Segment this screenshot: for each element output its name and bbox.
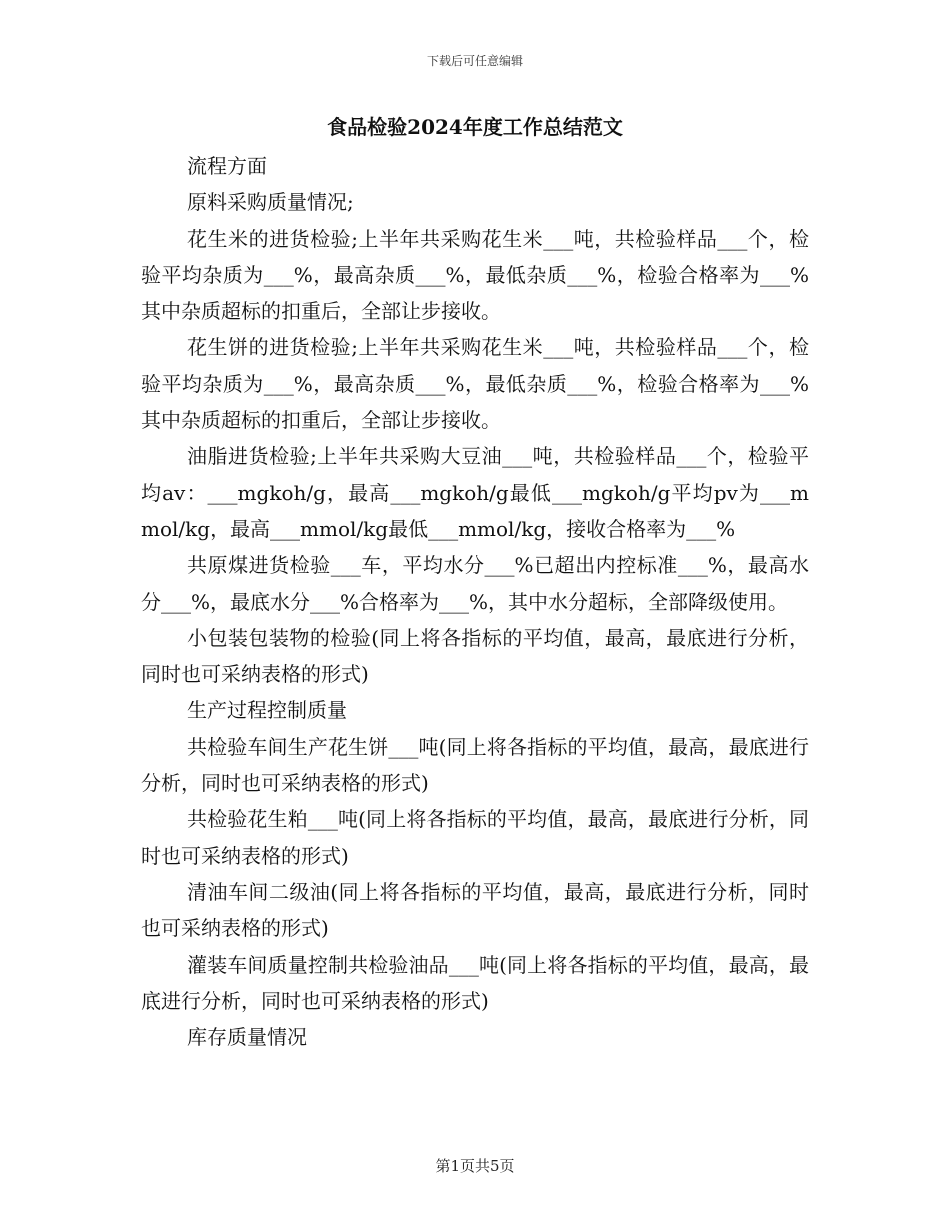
paragraph-peanut-meal: 共检验花生粕___吨(同上将各指标的平均值，最高，最底进行分析，同时也可采纳表格的形式)	[141, 807, 809, 868]
paragraph-raw-material-heading: 原料采购质量情况;	[187, 190, 354, 215]
paragraph-refining-workshop: 清油车间二级油(同上将各指标的平均值，最高，最底进行分析，同时也可采纳表格的形式)	[141, 879, 809, 941]
paragraph-process-section: 流程方面	[187, 154, 267, 178]
paragraph-production-control-heading: 生产过程控制质量	[187, 698, 347, 723]
paragraph-peanut-cake-inspection: 花生饼的进货检验;上半年共采购花生米___吨，共检验样品___个，检验平均杂质为___%，最高杂质___%，最低杂质___%，检验合格率为___%其中杂质超标的扣重后，全部让步接收。	[141, 335, 809, 433]
paragraph-filling-workshop: 灌装车间质量控制共检验油品___吨(同上将各指标的平均值，最高，最底进行分析，同时也可采纳表格的形式)	[141, 952, 809, 1013]
page-number-indicator: 第1页共5页	[435, 1157, 515, 1175]
paragraph-oil-inspection: 油脂进货检验;上半年共采购大豆油___吨，共检验样品___个，检验平均av：___mgkoh/g，最高___mgkoh/g最低___mgkoh/g平均pv为___mmol/kg，最高___mmol/kg最低___mmol/kg，接收合格率为___%	[141, 444, 809, 541]
document-title: 食品检验2024年度工作总结范文	[327, 115, 623, 139]
paragraph-coal-inspection: 共原煤进货检验___车，平均水分___%已超出内控标准___%，最高水分___%，最底水分___%合格率为___%，其中水分超标，全部降级使用。	[141, 553, 809, 614]
paragraph-packaging-inspection: 小包装包装物的检验(同上将各指标的平均值，最高，最底进行分析，同时也可采纳表格的形式)	[141, 625, 809, 687]
paragraph-peanut-kernel-inspection: 花生米的进货检验;上半年共采购花生米___吨，共检验样品___个，检验平均杂质为___%，最高杂质___%，最低杂质___%，检验合格率为___%其中杂质超标的扣重后，全部让步接收。	[141, 226, 809, 324]
document-body	[141, 148, 809, 1055]
page-header-note: 下载后可任意编辑	[426, 54, 523, 68]
paragraph-peanut-cake-production: 共检验车间生产花生饼___吨(同上将各指标的平均值，最高，最底进行分析，同时也可采纳表格的形式)	[141, 734, 809, 796]
paragraph-inventory-heading: 库存质量情况	[187, 1025, 307, 1050]
